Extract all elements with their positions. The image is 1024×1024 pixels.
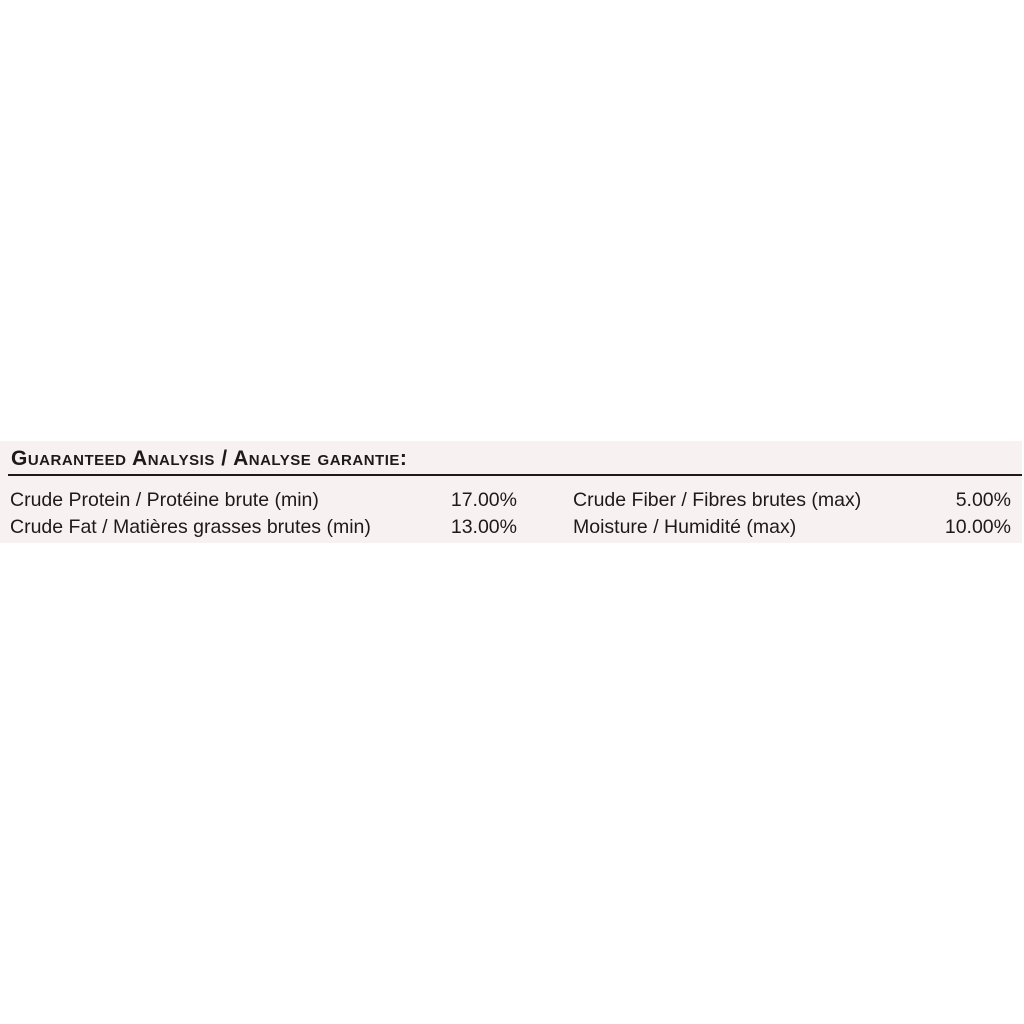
crude-fiber-value: 5.00%	[955, 489, 1011, 511]
analysis-title: Guaranteed Analysis / Analyse garantie:	[11, 447, 408, 470]
crude-protein-label: Crude Protein / Protéine brute (min)	[10, 489, 319, 511]
moisture-label: Moisture / Humidité (max)	[573, 516, 797, 538]
crude-fiber-label: Crude Fiber / Fibres brutes (max)	[573, 489, 862, 511]
title-divider	[8, 474, 1022, 476]
crude-fat-value: 13.00%	[450, 516, 517, 538]
crude-fat-label: Crude Fat / Matières grasses brutes (min)	[10, 516, 371, 538]
crude-protein-value: 17.00%	[450, 489, 517, 511]
moisture-value: 10.00%	[944, 516, 1011, 538]
guaranteed-analysis-panel	[0, 441, 1022, 543]
